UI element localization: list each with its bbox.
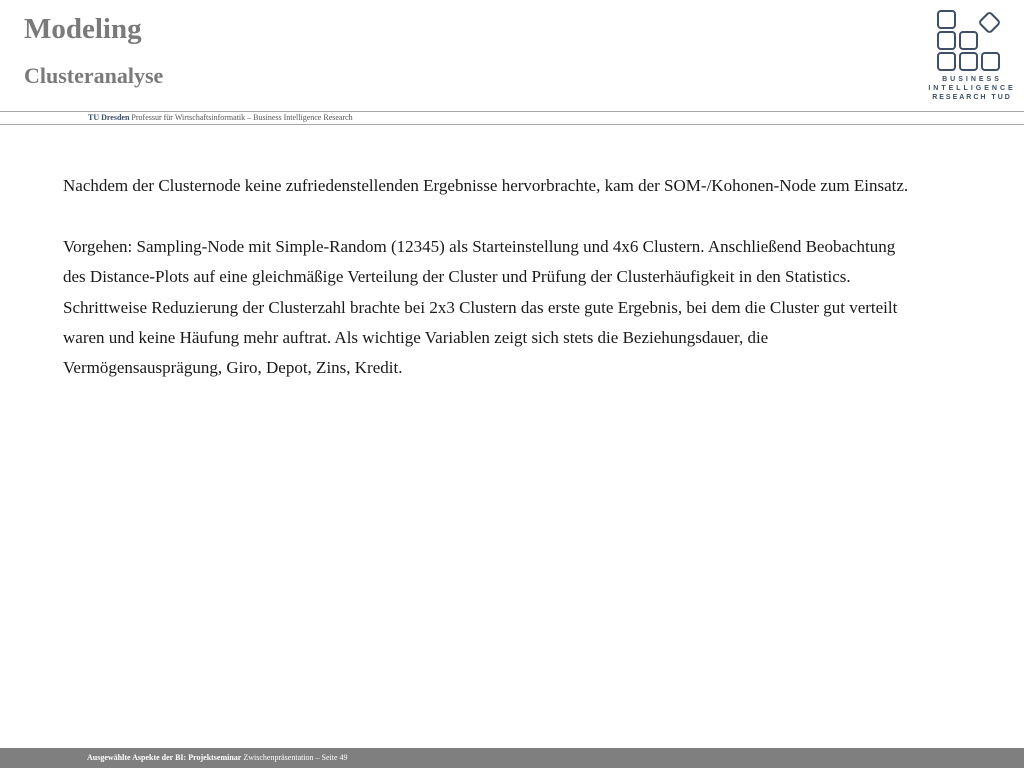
institution-line bbox=[88, 113, 353, 123]
slide-subtitle: Clusteranalyse bbox=[24, 63, 164, 88]
footer-course: Ausgewählte Aspekte der BI: Projektseminar bbox=[87, 753, 242, 762]
chair-name: Professur für Wirtschaftsinformatik – Business Intelligence Research bbox=[131, 113, 353, 122]
header-divider-top bbox=[0, 111, 1024, 112]
slide-body bbox=[63, 171, 913, 384]
bir-logo-wordmark bbox=[926, 75, 1018, 102]
logo-line-business: BUSINESS bbox=[942, 76, 1002, 83]
slide-title: Modeling bbox=[24, 13, 142, 45]
body-paragraph-procedure: Vorgehen: Sampling-Node mit Simple-Random (12345) als Starteinstellung und 4x6 Clustern. Anschließend Beobachtung des Distance-Plots auf eine gleichmäßige Verteilung der Cluster und Prüfung der Clusterhäufigkeit in den Statistics. Schrittweise Reduzierung der Clusterzahl brachte bei 2x3 Clustern das erste gute Ergebnis, bei dem die Cluster gut verteilt waren und keine Häufung mehr auftrat. Als wichtige Variablen zeigt sich stets die Beziehungsdauer, die Vermögensausprägung, Giro, Depot, Zins, Kredit. bbox=[63, 236, 898, 378]
footer-text bbox=[87, 753, 348, 763]
header-divider-bottom bbox=[0, 124, 1024, 125]
footer-page-info: Zwischenpräsentation – Seite 49 bbox=[243, 753, 348, 762]
slide-footer bbox=[0, 748, 1024, 768]
logo-line-intelligence: INTELLIGENCE bbox=[928, 85, 1016, 92]
body-paragraph-intro: Nachdem der Clusternode keine zufriedenstellenden Ergebnisse hervorbrachte, kam der SOM-/Kohonen-Node zum Einsatz. bbox=[63, 176, 909, 195]
logo-line-research: RESEARCH TUD bbox=[932, 94, 1012, 101]
university-name: TU Dresden bbox=[88, 113, 130, 122]
